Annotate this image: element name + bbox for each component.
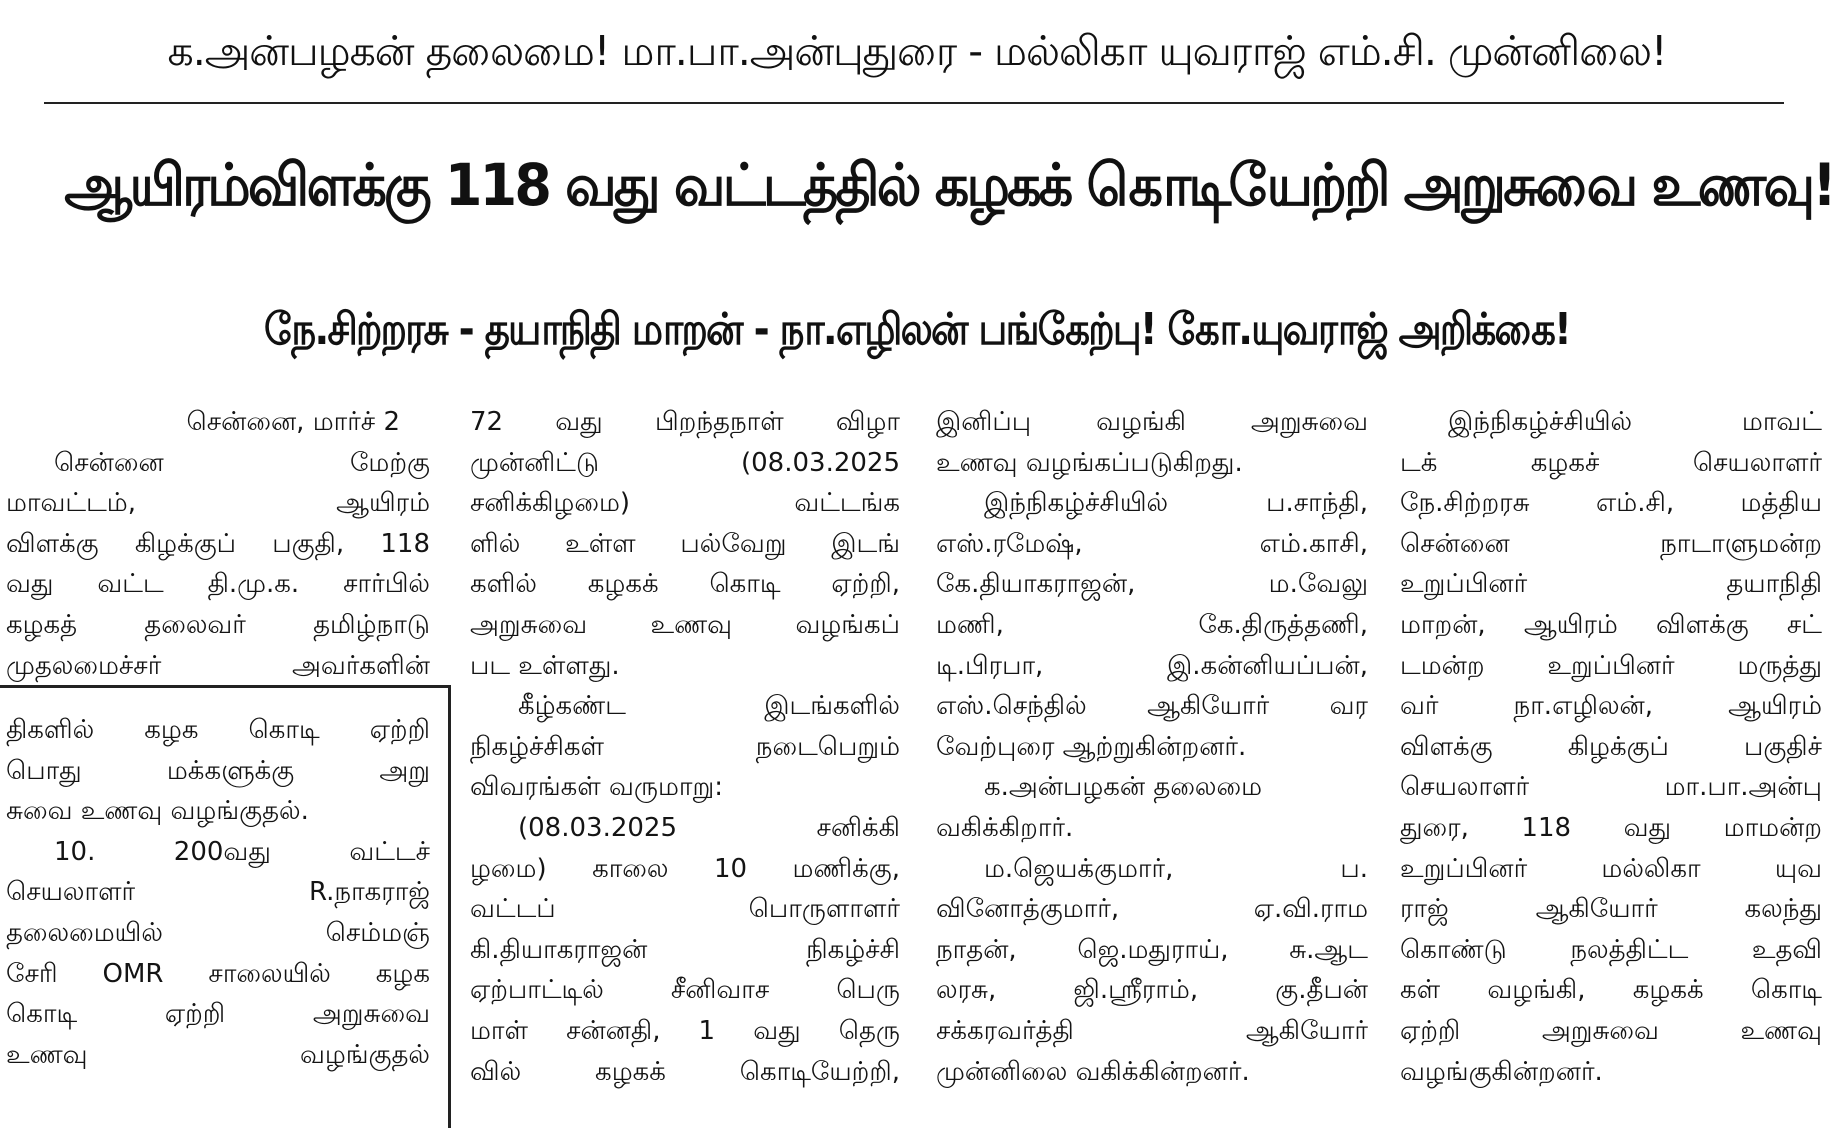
body-line: வகிக்கிறார். xyxy=(936,812,1074,843)
body-line: 72 வது பிறந்தநாள் விழா xyxy=(470,407,900,437)
body-line: உறுப்பினர் மல்லிகா யுவ xyxy=(1400,853,1822,884)
body-line: வினோத்குமார், ஏ.வி.ராம xyxy=(936,894,1368,925)
body-line: உறுப்பினர் தயாநிதி xyxy=(1400,569,1822,600)
list-line: சேரி OMR சாலையில் கழக xyxy=(6,958,430,989)
body-line: டமன்ற உறுப்பினர் மருத்து xyxy=(1400,650,1822,681)
body-line: மாறன், ஆயிரம் விளக்கு சட் xyxy=(1400,609,1822,640)
body-line: வில் கழகக் கொடியேற்றி, xyxy=(470,1056,900,1087)
body-line: களில் கழகக் கொடி ஏற்றி, xyxy=(470,569,900,600)
body-line: ஏற்பாட்டில் சீனிவாச பெரு xyxy=(470,975,900,1006)
body-line: கள் வழங்கி, கழகக் கொடி xyxy=(1400,975,1822,1006)
list-line: கொடி ஏற்றி அறுசுவை xyxy=(6,999,430,1030)
body-line: இந்நிகழ்ச்சியில் மாவட் xyxy=(1448,407,1822,437)
list-line: 10. 200வது வட்டச் xyxy=(54,836,430,867)
article-column-4 xyxy=(1400,402,1822,1092)
body-line: வது வட்ட தி.மு.க. சார்பில் xyxy=(6,569,430,600)
body-line: நே.சிற்றரசு எம்.சி, மத்திய xyxy=(1400,488,1822,519)
body-line: (08.03.2025 சனிக்கி xyxy=(518,812,900,843)
body-line: முன்னிலை வகிக்கின்றனர். xyxy=(936,1056,1250,1087)
body-line: க.அன்பழகன் தலைமை xyxy=(984,772,1263,803)
body-line: மணி, கே.திருத்தணி, xyxy=(936,609,1368,640)
body-line: எஸ்.செந்தில் ஆகியோர் வர xyxy=(936,691,1368,722)
list-line: திகளில் கழக கொடி ஏற்றி xyxy=(6,715,430,745)
body-line: ம.ஜெயக்குமார், ப. xyxy=(984,853,1368,884)
body-line: விளக்கு கிழக்குப் பகுதி, 118 xyxy=(6,528,430,559)
body-line: செயலாளர் மா.பா.அன்பு xyxy=(1400,772,1822,803)
body-line: டி.பிரபா, இ.கன்னியப்பன், xyxy=(936,650,1368,681)
article-column-3 xyxy=(936,402,1368,1092)
list-line: செயலாளர் R.நாகராஜ் xyxy=(6,877,430,908)
body-line: கே.தியாகராஜன், ம.வேலு xyxy=(936,569,1368,600)
body-line: சக்கரவர்த்தி ஆகியோர் xyxy=(936,1015,1368,1046)
body-line: ளில் உள்ள பல்வேறு இடங் xyxy=(470,528,900,559)
body-line: ராஜ் ஆகியோர் கலந்து xyxy=(1400,894,1822,925)
list-line: தலைமையில் செம்மஞ் xyxy=(6,917,430,948)
body-line: நிகழ்ச்சிகள் நடைபெறும் xyxy=(470,731,900,762)
body-line: வழங்குகின்றனர். xyxy=(1400,1056,1603,1087)
body-line: டக் கழகச் செயலாளர் xyxy=(1400,447,1822,478)
list-line: பொது மக்களுக்கு அறு xyxy=(6,755,430,786)
body-line: ஏற்றி அறுசுவை உணவு xyxy=(1400,1015,1822,1046)
body-line: விவரங்கள் வருமாறு: xyxy=(470,772,724,803)
boxed-list xyxy=(6,710,430,1075)
article-subheadline: நே.சிற்றரசு - தயாநிதி மாறன் - நா.எழிலன் பங்கேற்பு! கோ.யுவராஜ் அறிக்கை! xyxy=(263,304,1571,355)
body-line: சென்னை நாடாளுமன்ற xyxy=(1400,528,1822,559)
body-line: மாள் சன்னதி, 1 வது தெரு xyxy=(470,1015,900,1046)
body-line: லரசு, ஜி.ஸ்ரீராம், கு.தீபன் xyxy=(936,975,1368,1006)
body-line: கழகத் தலைவர் தமிழ்நாடு xyxy=(6,609,430,640)
body-line: எஸ்.ரமேஷ், எம்.காசி, xyxy=(936,528,1368,559)
body-line: துரை, 118 வது மாமன்ற xyxy=(1400,812,1822,843)
kicker-divider xyxy=(44,102,1784,104)
list-line: சுவை உணவு வழங்குதல். xyxy=(6,796,309,827)
body-line: வேற்புரை ஆற்றுகின்றனர். xyxy=(936,731,1247,762)
body-line: முன்னிட்டு (08.03.2025 xyxy=(470,447,900,478)
body-line: அறுசுவை உணவு வழங்கப் xyxy=(470,609,900,640)
body-line: கொண்டு நலத்திட்ட உதவி xyxy=(1400,934,1822,965)
list-line: உணவு வழங்குதல் xyxy=(6,1039,430,1070)
article-column-2 xyxy=(470,402,900,1092)
body-line: வர் நா.எழிலன், ஆயிரம் xyxy=(1400,691,1822,722)
article-headline: ஆயிரம்விளக்கு 118 வது வட்டத்தில் கழகக் கொடியேற்றி அறுசுவை உணவு! xyxy=(64,151,1834,219)
body-line: கி.தியாகராஜன் நிகழ்ச்சி xyxy=(470,934,900,965)
body-line: பட உள்ளது. xyxy=(470,650,620,681)
body-line: வட்டப் பொருளாளர் xyxy=(470,894,900,925)
body-line: விளக்கு கிழக்குப் பகுதிச் xyxy=(1400,731,1822,762)
article-column-1 xyxy=(6,402,430,686)
body-line: ழமை) காலை 10 மணிக்கு, xyxy=(470,853,900,884)
dateline: சென்னை, மார்ச் 2 xyxy=(186,407,400,437)
body-line: இனிப்பு வழங்கி அறுசுவை xyxy=(936,407,1368,437)
article-kicker: க.அன்பழகன் தலைமை! மா.பா.அன்புதுரை - மல்லிகா யுவராஜ் எம்.சி. முன்னிலை! xyxy=(167,27,1667,75)
body-line: இந்நிகழ்ச்சியில் ப.சாந்தி, xyxy=(984,488,1368,519)
body-line: மாவட்டம், ஆயிரம் xyxy=(6,488,430,519)
body-line: உணவு வழங்கப்படுகிறது. xyxy=(936,447,1243,478)
body-line: சனிக்கிழமை) வட்டங்க xyxy=(470,488,900,519)
body-line: சென்னை மேற்கு xyxy=(54,447,430,478)
body-line: கீழ்கண்ட இடங்களில் xyxy=(518,691,900,722)
body-line: முதலமைச்சர் அவர்களின் xyxy=(6,650,430,681)
body-line: நாதன், ஜெ.மதுராய், சு.ஆட xyxy=(936,934,1368,965)
